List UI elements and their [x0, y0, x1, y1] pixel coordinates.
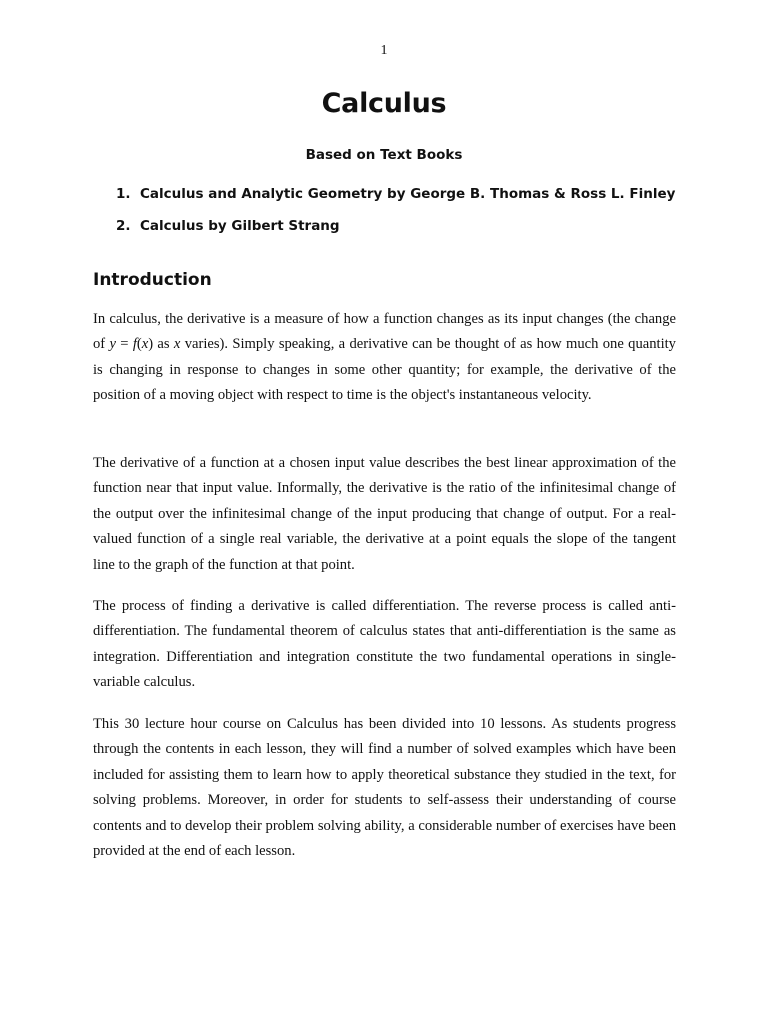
paragraph-text: In calculus, the derivative is a measure of how a function changes as its input changes (the change of — [93, 311, 676, 353]
math-paren: ) — [148, 336, 154, 353]
math-var: f — [132, 336, 137, 353]
math-var: y — [109, 336, 116, 353]
textbook-list-item — [116, 216, 675, 248]
paragraph: The derivative of a function at a chosen input value describes the best linear approximation of the function near that input value. Informally, the derivative is the ratio of the infinitesimal change of the output over the infinitesimal change of the input producing that change of output. For a real-valued function of a single real variable, the derivative at a point equals the slope of the tangent line to the graph of the function at that point. — [93, 455, 676, 573]
page-subtitle: Based on Text Books — [305, 147, 463, 163]
math-operator: = — [115, 336, 133, 353]
math-var: x — [173, 336, 181, 353]
list-number: 2. — [116, 218, 131, 234]
page-number: 1 — [380, 43, 388, 58]
section-heading-introduction: Introduction — [93, 270, 212, 290]
paragraph: The process of finding a derivative is called differentiation. The reverse process is called anti-differentiation. The fundamental theorem of calculus states that anti-differentiation is the same as integration. Differentiation and integration constitute the two fundamental operations in single-variable calculus. — [93, 598, 676, 691]
math-var: x — [141, 336, 149, 353]
math-paren: ( — [136, 336, 142, 353]
textbook-title: Calculus by Gilbert Strang — [140, 218, 340, 234]
paragraph — [93, 307, 676, 409]
math-expression — [109, 336, 153, 352]
page-title: Calculus — [321, 88, 447, 119]
list-number: 1. — [116, 186, 131, 202]
paragraph: This 30 lecture hour course on Calculus has been divided into 10 lessons. As students progress through the contents in each lesson, they will find a number of solved examples which have been included for assisting them to learn how to apply theoretical substance they studied in the text, for solving problems. Moreover, in order for students to self-assess their understanding of course contents and to develop their problem solving ability, a considerable number of exercises have been provided at the end of each lesson. — [93, 716, 676, 860]
paragraph-text: as — [157, 336, 174, 353]
textbook-list-item — [116, 184, 675, 216]
paragraph-text: varies). Simply speaking, a derivative can be thought of as how much one quantity is changing in response to changes in some other quantity; for example, the derivative of the position of a moving object with respect to time is the object's instantaneous velocity. — [93, 336, 676, 404]
textbook-list — [116, 184, 675, 248]
textbook-title: Calculus and Analytic Geometry by George B. Thomas & Ross L. Finley — [140, 186, 676, 202]
